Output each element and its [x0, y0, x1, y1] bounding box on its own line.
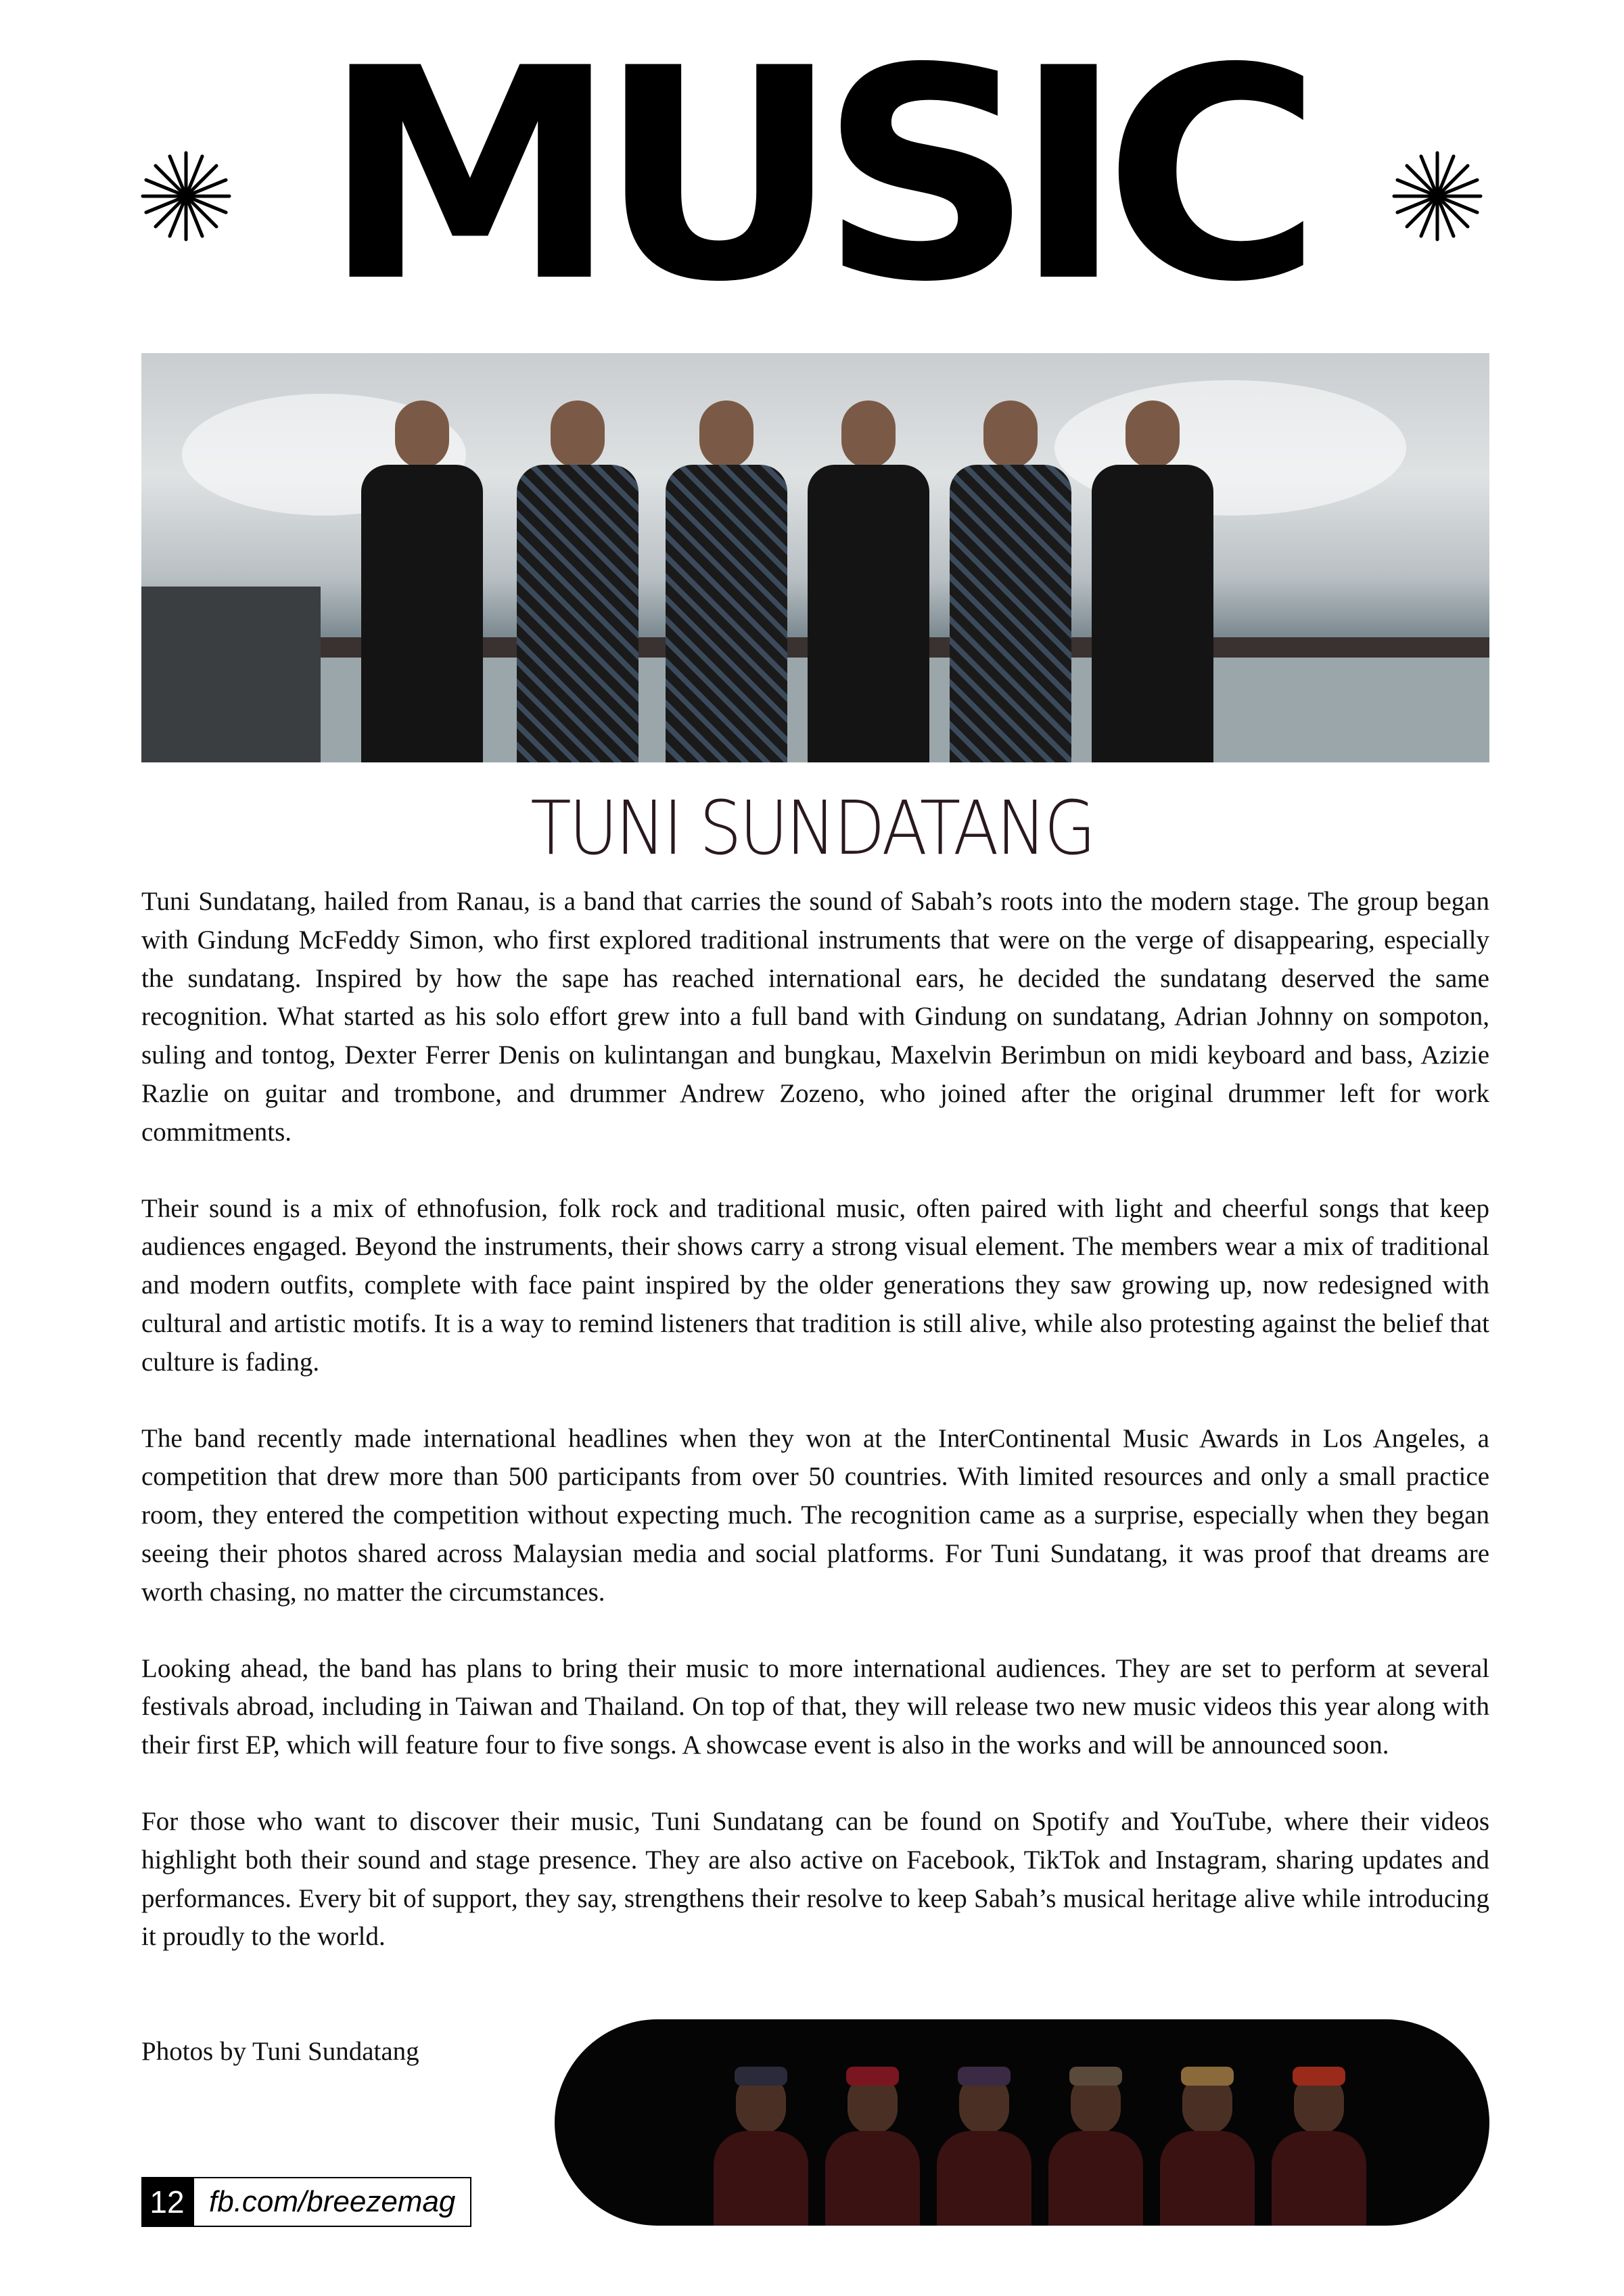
article-paragraph: Tuni Sundatang, hailed from Ranau, is a band that carries the sound of Sabah’s roots into the modern stage. The group began with Gindung McFeddy Simon, who first explored traditional instruments that were on the verge of disappearing, especially the sundatang. Inspired by how the sape has reached international ears, he decided the sundatang deserved the same recognition. What started as his solo effort grew into a full band with Gindung on sundatang, Adrian Johnny on sompoton, suling and tontog, Dexter Ferrer Denis on kulintangan and bungkau, Maxelvin Berimbun on midi keyboard and bass, Azizie Razlie on guitar and trombone, and drummer Andrew Zozeno, who joined after the original drummer left for work commitments.	[141, 887, 1489, 1147]
starburst-icon	[1390, 149, 1485, 244]
page-header	[0, 0, 1624, 346]
photo-credit: Photos by Tuni Sundatang	[141, 2037, 419, 2066]
article-body	[141, 883, 1489, 1994]
article-paragraph: Looking ahead, the band has plans to bring their music to more international audiences. They are set to perform at several festivals abroad, including in Taiwan and Thailand. On top of that, they will release two new music videos this year along with their first EP, which will feature four to five songs. A showcase event is also in the works and will be announced soon.	[141, 1653, 1489, 1760]
page-number: 12	[141, 2177, 193, 2227]
facebook-link[interactable]: fb.com/breezemag	[193, 2177, 471, 2227]
article-heading: TUNI SUNDATANG	[530, 785, 1094, 871]
hero-photo	[141, 353, 1489, 762]
article-paragraph: The band recently made international headlines when they won at the InterContinental Music Awards in Los Angeles, a competition that drew more than 500 participants from over 50 countries. With limited resources and only a small practice room, they entered the competition without expecting much. The recognition came as a surprise, especially when they began seeing their photos shared across Malaysian media and social platforms. For Tuni Sundatang, it was proof that dreams are worth chasing, no matter the circumstances.	[141, 1423, 1489, 1607]
article-paragraph: For those who want to discover their music, Tuni Sundatang can be found on Spotify and YouTube, where their videos highlight both their sound and stage presence. They are also active on Facebook, TikTok and Instagram, sharing updates and performances. Every bit of support, they say, strengthens their resolve to keep Sabah’s musical heritage alive while introducing it proudly to the world.	[141, 1806, 1489, 1952]
band-portrait-photo	[555, 2019, 1489, 2226]
page-footer	[141, 2177, 471, 2227]
article-paragraph: Their sound is a mix of ethnofusion, folk rock and traditional music, often paired with light and cheerful songs that keep audiences engaged. Beyond the instruments, their shows carry a strong visual element. The members wear a mix of traditional and modern outfits, complete with face paint inspired by the older generations they saw growing up, now redesigned with cultural and artistic motifs. It is a way to remind listeners that tradition is still alive, while also protesting against the belief that culture is fading.	[141, 1193, 1489, 1377]
page-title: MUSIC	[322, 6, 1302, 346]
